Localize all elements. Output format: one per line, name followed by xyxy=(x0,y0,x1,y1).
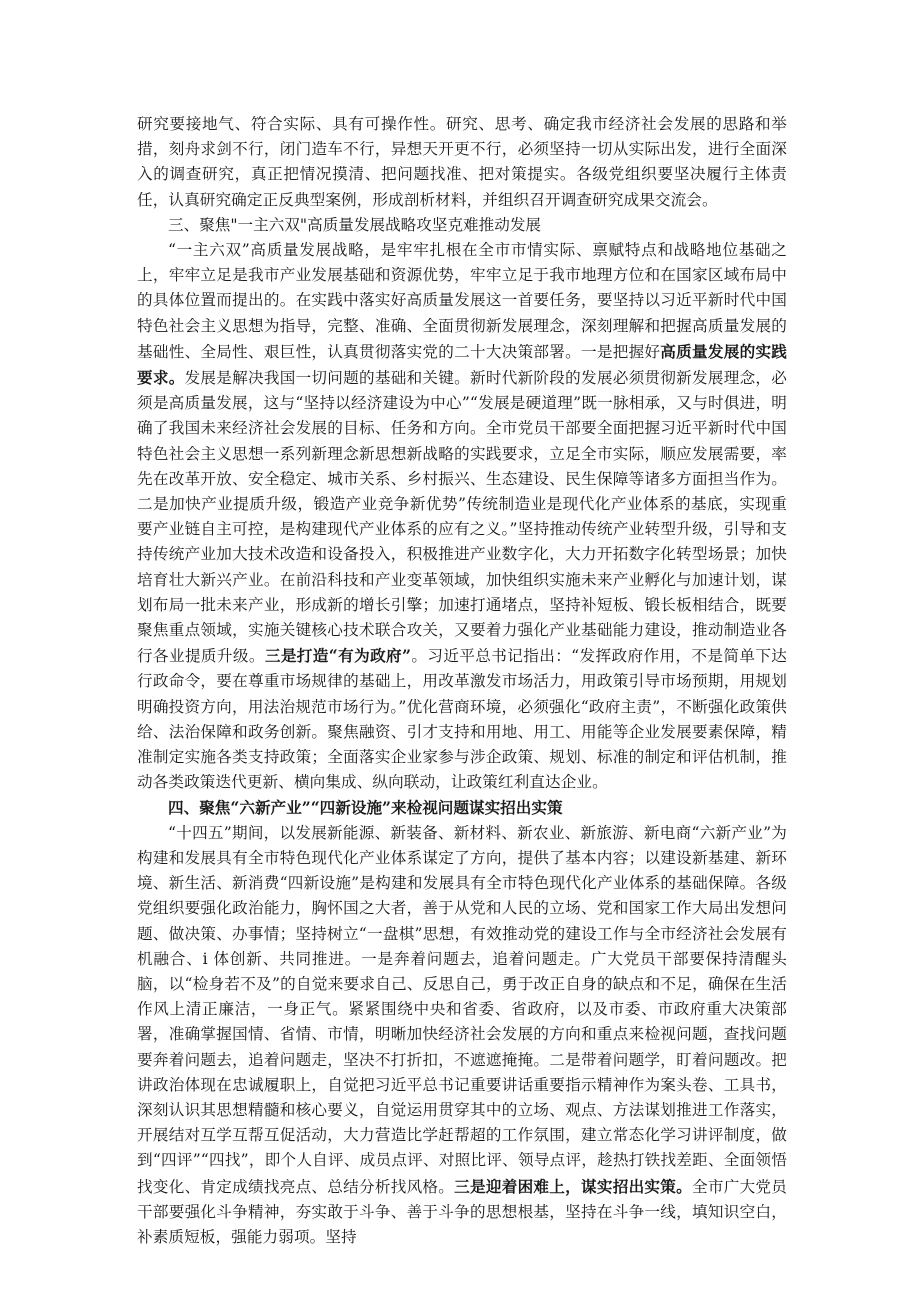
section-heading-3: 三、聚焦"一主六双"高质量发展战略攻坚克难推动发展 xyxy=(168,215,542,234)
emphasis-text: 三是打造“有为政府” xyxy=(264,646,412,666)
paragraph-text: “十四五”期间，以发展新能源、新装备、新材料、新农业、新旅游、新电商“六新产业”为构建和发展具有全市特色现代化产业体系谋定了方向，提供了基本内容；以建设新基建、新环境、新生活、新消费“四新设施”是构建和发展具有全市特色现代化产业体系的基础保障。各级党组织要强化政治能力，胸怀国之大者，善于从党和人民的立场、党和国家工作大局出发想问题、做决策、办事情；坚持树立“一盘棋”思想，有效推动党的建设工作与全市经济社会发展有机融合、i 体创新、共同推进。一是奔着问题去，追着问题走。广大党员干部要保持清醒头脑，以“检身若不及”的自觉来要求自己、反思自己，勇于改正自身的缺点和不足，确保在生活作风上清正廉洁，一身正气。紧紧围绕中央和省委、省政府，以及市委、市政府重大决策部署，准确掌握国情、省情、市情，明晰加快经济社会发展的方向和重点来检视问题，查找问题要奔着问题去，追着问题走，坚决不打折扣，不遮遮掩掩。二是带着问题学，盯着问题改。把讲政治体现在忠诚履职上，自觉把习近平总书记重要讲话重要指示精神作为案头卷、工具书，深刻认识其思想精髓和核心要义，自觉运用贯穿其中的立场、观点、方法谋划推进工作落实，开展结对互学互帮互促活动，大力营造比学赶帮超的工作氛围，建立常态化学习讲评制度，做到“四评”“四找”，即个人自评、成员点评、对照比评、领导点评，趁热打铁找差距、全面领悟找变化、肯定成绩找亮点、总结分析找风格。 xyxy=(137,823,787,1196)
paragraph-strategy xyxy=(137,238,787,795)
paragraph-research: 研究要接地气、符合实际、具有可操作性。研究、思考、确定我市经济社会发展的思路和举措，刻舟求剑不行，闭门造车不行，异想天开更不行，必须坚持一切从实际出发，进行全面深入的调查研究，真正把情况摸清、把问题找准、把对策提实。各级党组织要坚决履行主体责任，认真研究确定正反典型案例，形成剖析材料，并组织召开调查研究成果交流会。 xyxy=(137,115,787,209)
emphasis-text: 高质量发展的实践要求。 xyxy=(137,341,787,388)
paragraph-text: 发展是解决我国一切问题的基础和关键。新时代新阶段的发展必须贯彻新发展理念，必须是高质量发展，这与“坚持以经济建设为中心”“发展是硬道理”既一脉相承，又与时俱进，明确了我国未来经济社会发展的目标、任务和方向。全市党员干部要全面把握习近平新时代中国特色社会主义思想一系列新理念新思想新战略的实践要求，立足全市实际，顺应发展需要，率先在改革开放、安全稳定、城市关系、乡村振兴、生态建设、民生保障等诸多方面担当作为。二是加快产业提质升级，锻造产业竞争新优势”传统制造业是现代化产业体系的基底，实现重要产业链自主可控，是构建现代产业体系的应有之义。”坚持推动传统产业转型升级，引导和支持传统产业加大技术改造和设备投入，积极推进产业数字化，大力开拓数字化转型场景；加快培育壮大新兴产业。在前沿科技和产业变革领域，加快组织实施未来产业孵化与加速计划，谋划布局一批未来产业，形成新的增长引擎；加速打通堵点，坚持补短板、锻长板相结合，既要聚焦重点领域，实施关键核心技术联合攻关，又要着力强化产业基础能力建设，推动制造业各行各业提质升级。 xyxy=(137,369,787,666)
document-page xyxy=(137,112,787,1250)
paragraph-text: 全市广大党员干部要强化斗争精神，夯实敢于斗争、善于斗争的思想根基，坚持在斗争一线，填知识空白，补素质短板，强能力弱项。坚持 xyxy=(137,1177,787,1246)
paragraph-text: “一主六双”高质量发展战略，是牢牢扎根在全市市情实际、禀赋特点和战略地位基础之上，牢牢立足是我市产业发展基础和资源优势，牢牢立足于我市地理方位和在国家区域布局中的具体位置而提出的。在实践中落实好高质量发展这一首要任务，要坚持以习近平新时代中国特色社会主义思想为指导，完整、准确、全面贯彻新发展理念，深刻理解和把握高质量发展的基础性、全局性、艰巨性，认真贯彻落实党的二十大决策部署。一是把握好 xyxy=(137,241,787,361)
emphasis-text: 三是迎着困难上，谋实招出实策。 xyxy=(454,1176,692,1196)
section-heading-4: 四、聚焦“六新产业”“四新设施”来检视问题谋实招出实策 xyxy=(168,798,563,818)
paragraph-industries xyxy=(137,821,787,1250)
paragraph-text: 。习近平总书记指出：“发挥政府作用，不是简单下达行政命令，要在尊重市场规律的基础上，用改革激发市场活力，用政策引导市场预期，用规划明确投资方向，用法治规范市场行为。”优化营商环境，必须强化“政府主责”，不断强化政策供给、法治保障和政务创新。聚焦融资、引才支持和用地、用工、用能等企业发展要素保障，精准制定实施各类支持政策；全面落实企业家参与涉企政策、规划、标准的制定和评估机制，推动各类政策迭代更新、横向集成、纵向联动，让政策红利直达企业。 xyxy=(137,647,787,792)
